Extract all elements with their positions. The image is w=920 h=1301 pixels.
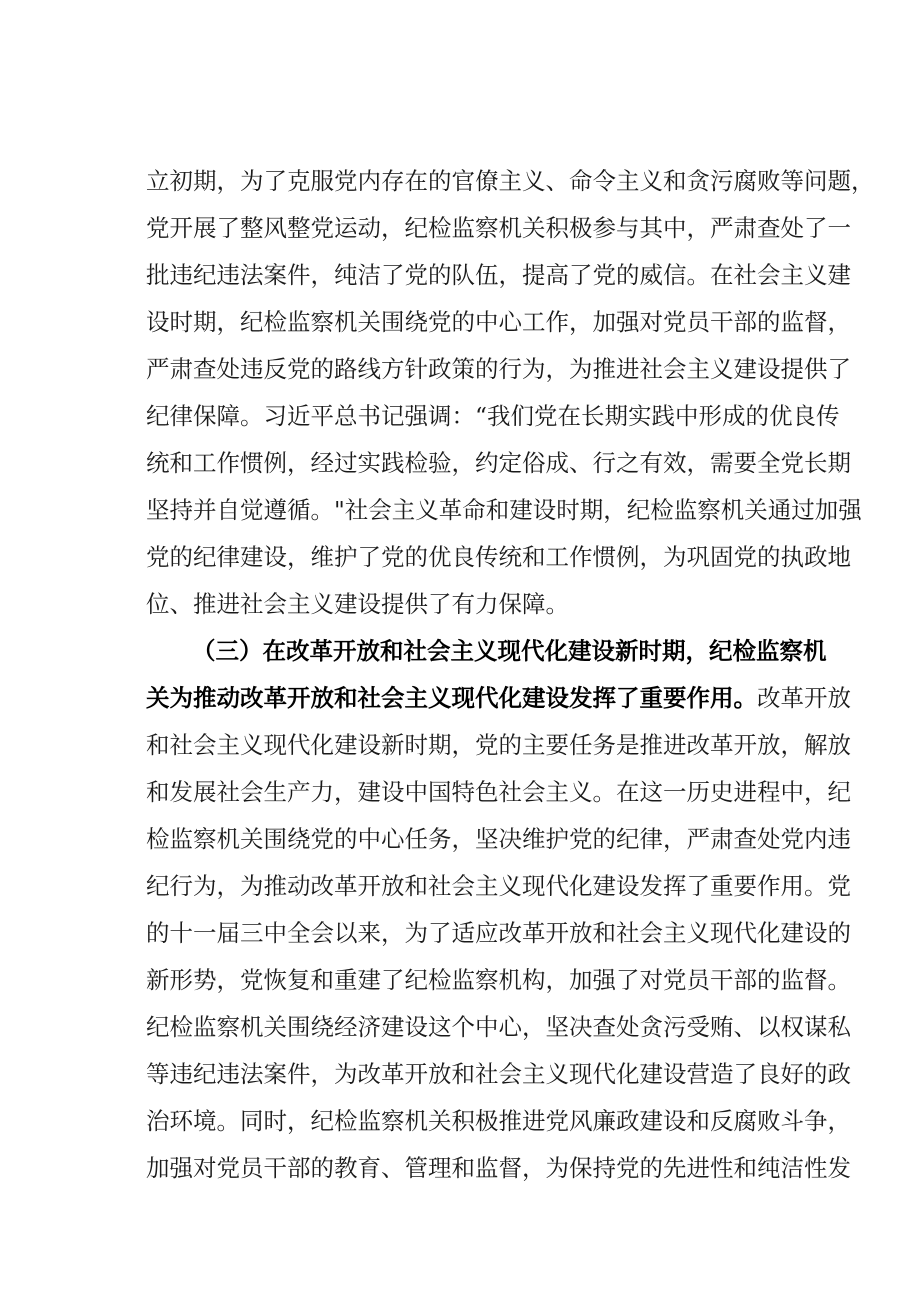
- text-line: 统和工作惯例，经过实践检验，约定俗成、行之有效，需要全党长期: [146, 449, 851, 477]
- text-line: 批违纪违法案件，纯洁了党的队伍，提高了党的威信。在社会主义建: [146, 261, 851, 289]
- text-line: 纪检监察机关围绕经济建设这个中心，坚决查处贪污受贿、以权谋私: [146, 1013, 851, 1041]
- text-line: 的十一届三中全会以来，为了适应改革开放和社会主义现代化建设的: [146, 919, 851, 947]
- text-line: 立初期，为了克服党内存在的官僚主义、命令主义和贪污腐败等问题，: [146, 167, 875, 195]
- text-line: 党开展了整风整党运动，纪检监察机关积极参与其中，严肃查处了一: [146, 214, 851, 242]
- text-line: 等违纪违法案件，为改革开放和社会主义现代化建设营造了良好的政: [146, 1060, 851, 1088]
- text-line: 检监察机关围绕党的中心任务，坚决维护党的纪律，严肃查处党内违: [146, 825, 851, 853]
- text-line: 设时期，纪检监察机关围绕党的中心工作，加强对党员干部的监督，: [146, 308, 851, 336]
- text-line: 和社会主义现代化建设新时期，党的主要任务是推进改革开放，解放: [146, 731, 851, 759]
- text-line: 位、推进社会主义建设提供了有力保障。: [146, 590, 569, 618]
- text-line: 治环境。同时，纪检监察机关积极推进党风廉政建设和反腐败斗争，: [146, 1107, 851, 1135]
- section-heading: （三）在改革开放和社会主义现代化建设新时期，纪检监察机: [192, 637, 827, 665]
- section-heading-end: 关为推动改革开放和社会主义现代化建设发挥了重要作用。: [146, 684, 757, 712]
- text-line: 新形势，党恢复和重建了纪检监察机构，加强了对党员干部的监督。: [146, 966, 851, 994]
- text-line: 纪律保障。习近平总书记强调：“我们党在长期实践中形成的优良传: [146, 402, 840, 430]
- text-line: 党的纪律建设，维护了党的优良传统和工作惯例，为巩固党的执政地: [146, 543, 851, 571]
- heading-continuation-line: [146, 683, 851, 713]
- text-line: 坚持并自觉遵循。"社会主义革命和建设时期，纪检监察机关通过加强: [146, 496, 862, 524]
- text-line: 严肃查处违反党的路线方针政策的行为，为推进社会主义建设提供了: [146, 355, 851, 383]
- body-text-start: 改革开放: [757, 684, 851, 712]
- text-line: 纪行为，为推动改革开放和社会主义现代化建设发挥了重要作用。党: [146, 872, 851, 900]
- text-line: 和发展社会生产力，建设中国特色社会主义。在这一历史进程中，纪: [146, 778, 851, 806]
- text-line: 加强对党员干部的教育、管理和监督，为保持党的先进性和纯洁性发: [146, 1154, 851, 1182]
